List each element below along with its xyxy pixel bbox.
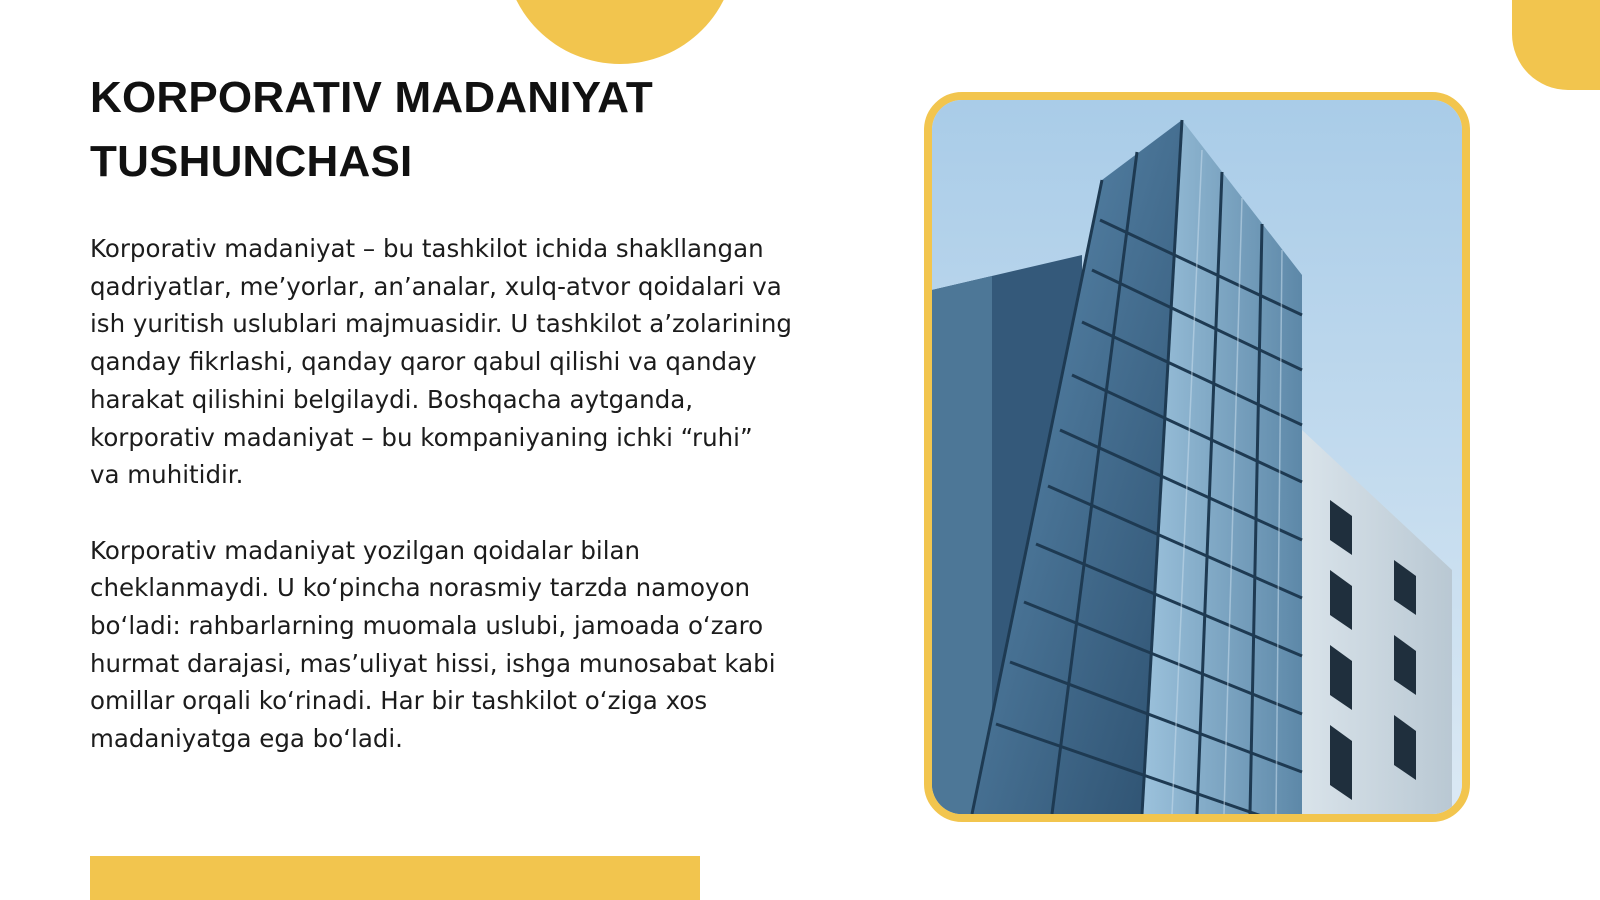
slide-title-line: KORPORATIV MADANIYAT: [90, 73, 653, 122]
text-line: Korporativ madaniyat – bu tashkilot ichida shakllangan: [90, 234, 764, 263]
text-line: korporativ madaniyat – bu kompaniyaning ichki “ruhi”: [90, 422, 753, 452]
text-line: qadriyatlar, me’yorlar, an’analar, xulq-atvor qoidalari va: [90, 271, 782, 301]
body-text: [90, 230, 870, 758]
building-photo: [924, 92, 1470, 822]
decorative-bottom-bar: [90, 856, 700, 900]
left-building-face: [932, 276, 992, 814]
decorative-corner-shape: [1512, 0, 1600, 90]
text-line: qanday fikrlashi, qanday qaror qabul qilishi va qanday: [90, 347, 757, 377]
text-line: cheklanmaydi. U ko‘pincha norasmiy tarzda namoyon: [90, 573, 751, 603]
paragraph-definition: [90, 230, 870, 494]
paragraph-informal-culture: [90, 532, 870, 758]
text-line: hurmat darajasi, mas’uliyat hissi, ishga munosabat kabi: [90, 648, 776, 678]
text-line: ish yuritish uslublari majmuasidir. U tashkilot a’zolarining: [90, 309, 792, 339]
decorative-circle: [504, 0, 736, 64]
text-line: madaniyatga ega bo‘ladi.: [90, 724, 403, 754]
text-line: omillar orqali ko‘rinadi. Har bir tashkilot o‘ziga xos: [90, 686, 708, 716]
slide-title: [90, 66, 850, 194]
text-line: Korporativ madaniyat yozilgan qoidalar bilan: [90, 535, 641, 565]
slide-title-line: TUSHUNCHASI: [90, 137, 413, 186]
building-illustration: [932, 100, 1462, 814]
text-line: bo‘ladi: rahbarlarning muomala uslubi, jamoada o‘zaro: [90, 611, 764, 641]
text-line: va muhitidir.: [90, 460, 244, 490]
text-line: harakat qilishini belgilaydi. Boshqacha aytganda,: [90, 384, 694, 414]
